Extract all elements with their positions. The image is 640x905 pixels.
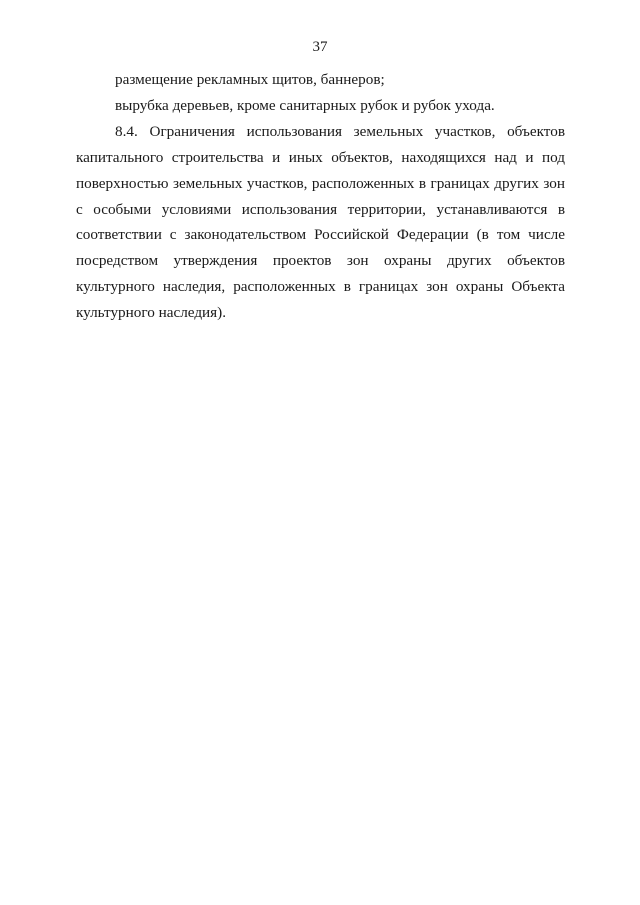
document-body [76,67,565,326]
list-item-advertising: размещение рекламных щитов, баннеров; [115,71,385,88]
list-item-tree-felling: вырубка деревьев, кроме санитарных рубок и рубок ухода. [115,96,495,114]
paragraph-8-4: 8.4. Ограничения использования земельных участков, объектов капитального строительства и иных объектов, находящихся над и под поверхностью земельных участков, расположенных в границах других зон с особыми условиями использования территории, устанавливаются в соответствии с законодательством Российской Федерации (в том числе посредством утверждения проектов зон охраны других объектов культурного наследия, расположенных в границах зон охраны Объекта культурного наследия). [76,122,565,322]
page-number: 37 [312,39,328,55]
